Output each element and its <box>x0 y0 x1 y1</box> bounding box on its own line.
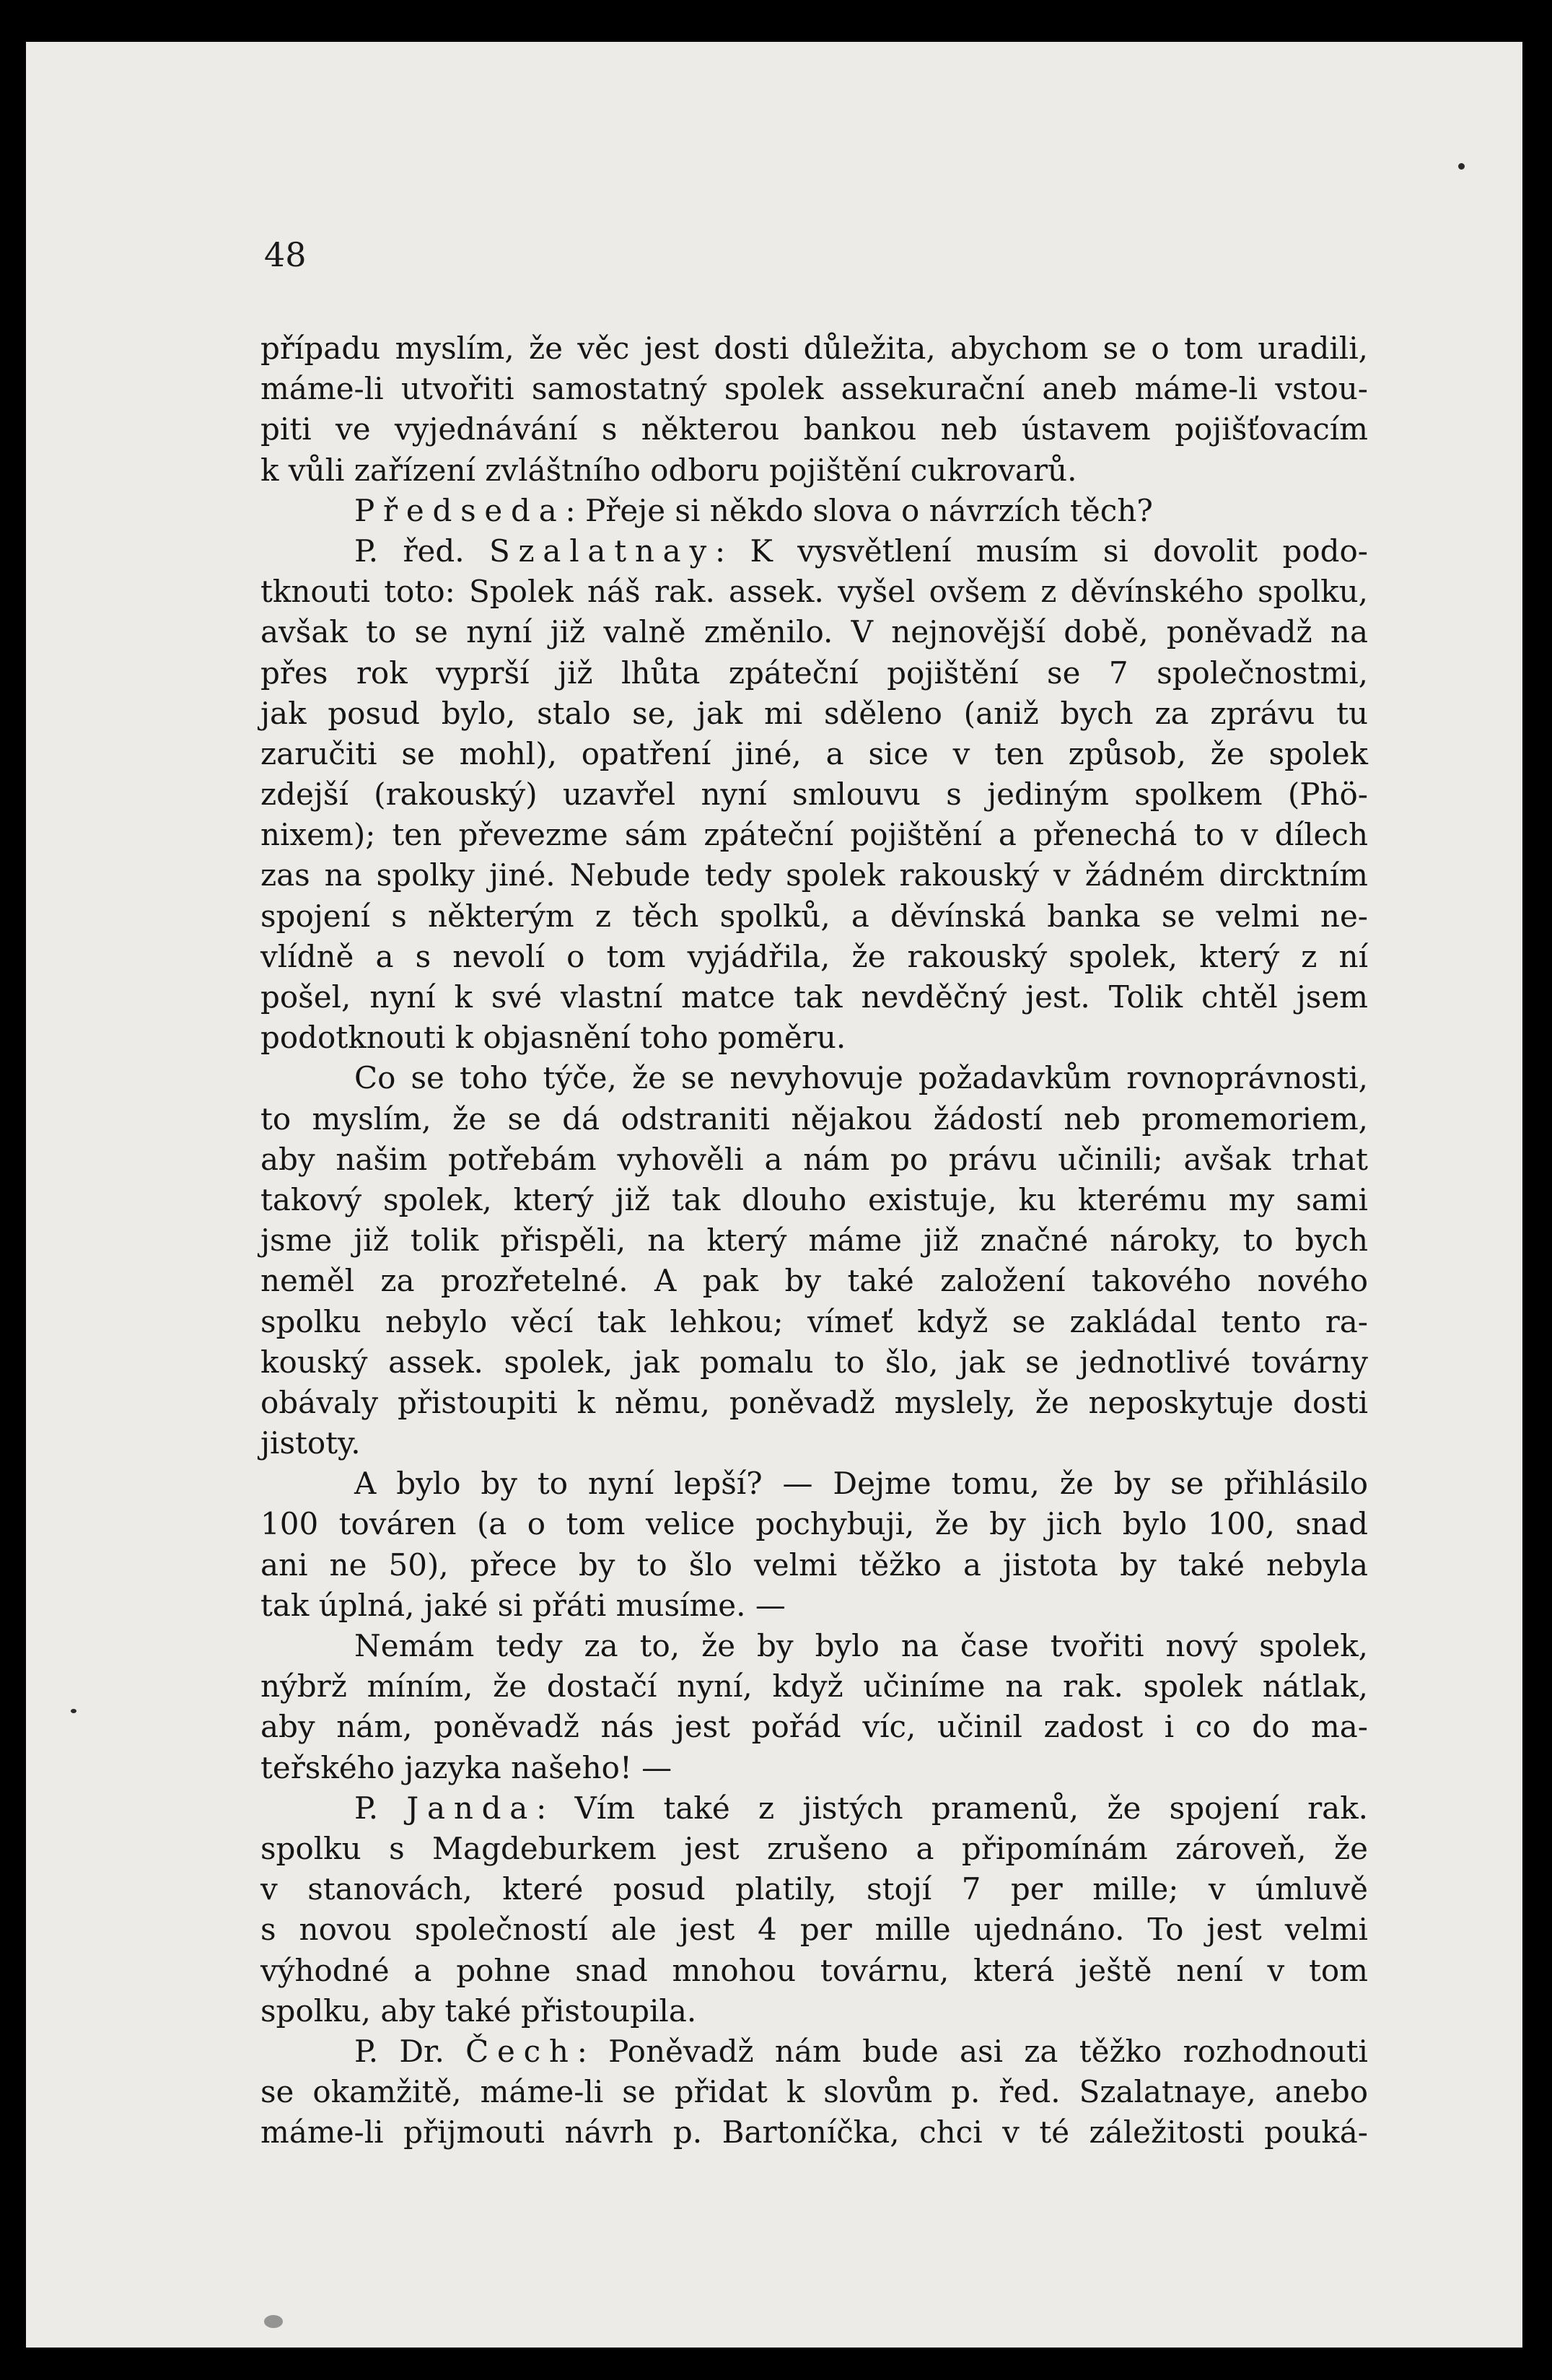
text-line: výhodné a pohne snad mnohou továrnu, která ještě není v tom <box>260 1952 1368 1988</box>
speech-text: : Vím také z jistých pramenů, že spojení rak. <box>536 1790 1368 1826</box>
text-line: A bylo by to nyní lepší? — Dejme tomu, že by se přihlásilo <box>354 1466 1368 1502</box>
text-line: zas na spolky jiné. Nebude tedy spolek rakouský v žádném dircktním <box>260 857 1368 893</box>
text-line: piti ve vyjednávání s některou bankou neb ústavem pojišťovacím <box>260 411 1368 447</box>
text-line: kouský assek. spolek, jak pomalu to šlo, jak se jednotlivé továrny <box>260 1344 1368 1380</box>
speech-text: : Poněvadž nám bude asi za těžko rozhodnouti <box>576 2033 1368 2069</box>
text-line: ani ne 50), přece by to šlo velmi těžko a jistota by také nebyla <box>260 1546 1368 1583</box>
speaker-line <box>260 491 1368 531</box>
text-line: zdejší (rakouský) uzavřel nyní smlouvu s jediným spolkem (Phö- <box>260 776 1368 813</box>
text-line: jak posud bylo, stalo se, jak mi sděleno (aniž bych za zprávu tu <box>260 695 1368 731</box>
text-line: podotknouti k objasnění toho poměru. <box>260 1020 846 1056</box>
text-line: nixem); ten převezme sám zpáteční pojištění a přenechá to v dílech <box>260 817 1368 853</box>
text-line: jsme již tolik přispěli, na který máme již značné nároky, to bych <box>260 1222 1368 1259</box>
text-line: Co se toho týče, že se nevyhovuje požadavkům rovnoprávnosti, <box>354 1060 1368 1096</box>
speech-text: : K vysvětlení musím si dovolit podo- <box>714 533 1368 569</box>
text-line: vlídně a s nevolí o tom vyjádřila, že rakouský spolek, který z ní <box>260 938 1368 974</box>
speaker-line <box>260 531 1368 572</box>
ink-speck <box>1458 163 1465 170</box>
body-text <box>260 328 1368 2153</box>
text-line: teřského jazyka našeho! — <box>260 1749 672 1785</box>
speaker-title: P. <box>354 1790 407 1826</box>
speaker-name: Čech <box>465 2033 577 2069</box>
text-line: máme-li utvořiti samostatný spolek assekurační aneb máme-li vstou- <box>260 371 1368 407</box>
text-line: Nemám tedy za to, že by bylo na čase tvořiti nový spolek, <box>354 1628 1368 1663</box>
text-line: máme-li přijmouti návrh p. Bartoníčka, chci v té záležitosti pouká- <box>260 2114 1368 2151</box>
speaker-name: Janda <box>406 1790 537 1826</box>
speaker-title: P. řed. <box>354 533 489 569</box>
speaker-line <box>260 2031 1368 2072</box>
text-line: obávaly přistoupiti k němu, poněvadž myslely, že neposkytuje dosti <box>260 1384 1368 1420</box>
text-line: aby nám, poněvadž nás jest pořád víc, učinil zadost i co do ma- <box>260 1709 1368 1745</box>
ink-speck <box>71 1709 76 1713</box>
text-line: k vůli zařízení zvláštního odboru pojištění cukrovarů. <box>260 452 1077 488</box>
text-line: takový spolek, který již tak dlouho existuje, ku kterému my sami <box>260 1181 1368 1217</box>
text-line: tknouti toto: Spolek náš rak. assek. vyšel ovšem z děvínského spolku, <box>260 574 1368 610</box>
speaker-name: Szalatnay <box>488 533 715 569</box>
speech-text: : Přeje si někdo slova o návrzích těch? <box>565 492 1153 528</box>
text-line: v stanovách, které posud platily, stojí 7 per mille; v úmluvě <box>260 1871 1368 1907</box>
text-line: tak úplná, jaké si přáti musíme. — <box>260 1587 786 1623</box>
speaker-line <box>260 1788 1368 1829</box>
text-line: spojení s některým z těch spolků, a děvínská banka se velmi ne- <box>260 898 1368 934</box>
text-line: případu myslím, že věc jest dosti důležita, abychom se o tom uradili, <box>260 331 1368 366</box>
text-line: avšak to se nyní již valně změnilo. V nejnovější době, poněvadž na <box>260 614 1368 650</box>
text-line: aby našim potřebám vyhověli a nám po právu učinili; avšak trhat <box>260 1141 1368 1177</box>
text-line: pošel, nyní k své vlastní matce tak nevděčný jest. Tolik chtěl jsem <box>260 979 1368 1015</box>
text-line: přes rok vyprší již lhůta zpáteční pojištění se 7 společnostmi, <box>260 655 1368 691</box>
text-line: jistoty. <box>260 1425 361 1461</box>
text-line: spolku, aby také přistoupila. <box>260 1992 697 2029</box>
text-line: nýbrž míním, že dostačí nyní, když učiníme na rak. spolek nátlak, <box>260 1668 1368 1705</box>
text-line: se okamžitě, máme-li se přidat k slovům p. řed. Szalatnaye, anebo <box>260 2074 1368 2110</box>
page-number: 48 <box>264 235 307 274</box>
text-line: to myslím, že se dá odstraniti nějakou žádostí neb promemoriem, <box>260 1101 1368 1137</box>
text-line: s novou společností ale jest 4 per mille ujednáno. To jest velmi <box>260 1912 1368 1948</box>
book-page <box>26 42 1522 2348</box>
speaker-name: Předseda <box>354 492 566 528</box>
text-line: zaručiti se mohl), opatření jiné, a sice v ten způsob, že spolek <box>260 735 1368 771</box>
text-line: spolku nebylo věcí tak lehkou; vímeť když se zakládal tento ra- <box>260 1303 1368 1339</box>
speaker-title: P. Dr. <box>354 2033 466 2069</box>
text-line: neměl za prozřetelné. A pak by také založení takového nového <box>260 1263 1368 1299</box>
text-line: spolku s Magdeburkem jest zrušeno a připomínám zároveň, že <box>260 1830 1368 1866</box>
text-line: 100 továren (a o tom velice pochybuji, že by jich bylo 100, snad <box>260 1506 1368 1542</box>
ink-speck <box>264 2315 283 2328</box>
